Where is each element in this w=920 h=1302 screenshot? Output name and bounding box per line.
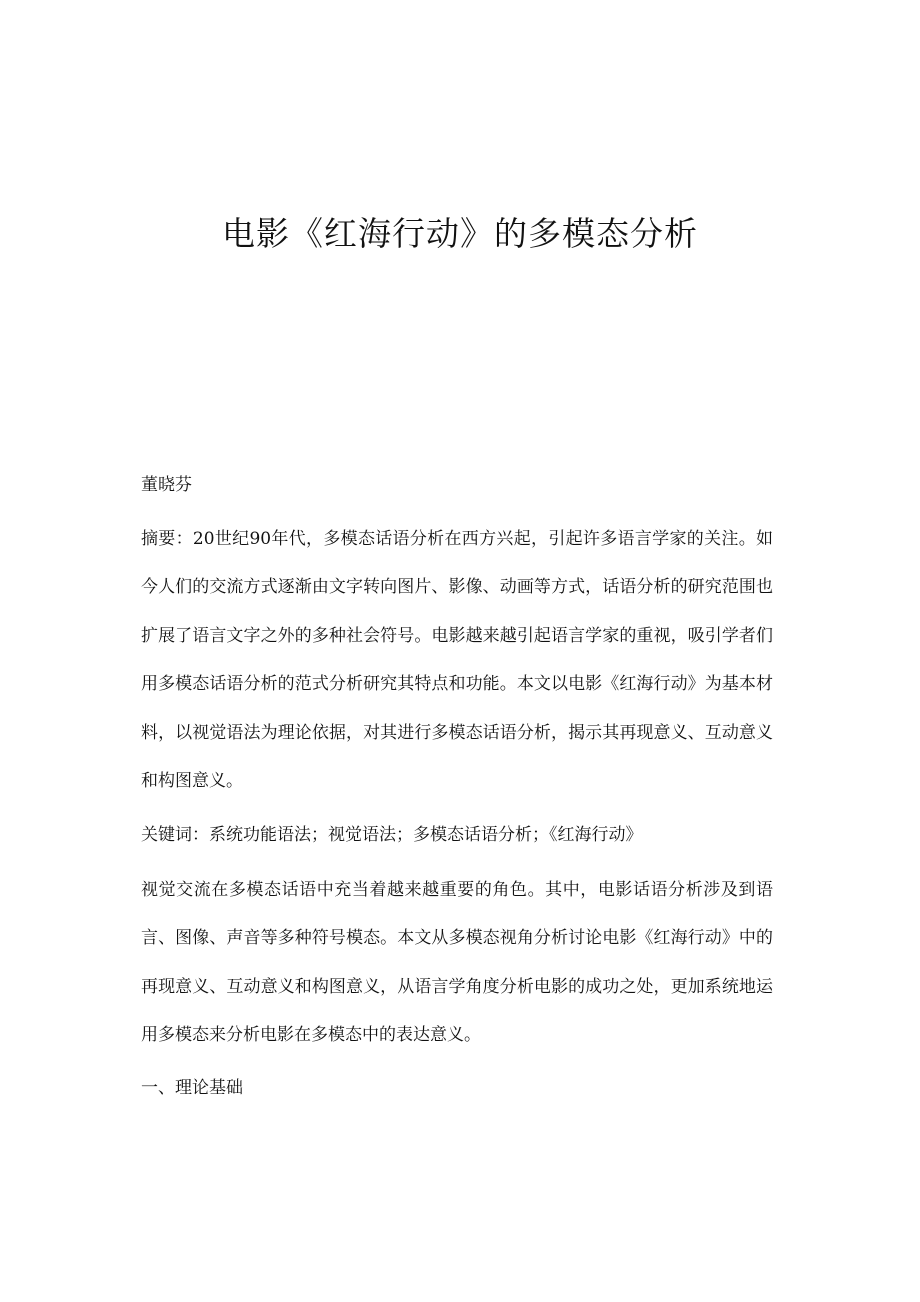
abstract-text: 20世纪90年代，多模态话语分析在西方兴起，引起许多语言学家的关注。如今人们的交流方式逐渐由文字转向图片、影像、动画等方式，话语分析的研究范围也扩展了语言文字之外的多种社会符号。电影越来越引起语言学家的重视，吸引学者们用多模态话语分析的范式分析研究其特点和功能。本文以电影《红海行动》为基本材料，以视觉语法为理论依据，对其进行多模态话语分析，揭示其再现意义、互动意义和构图意义。 (141, 529, 773, 792)
keywords-paragraph (141, 811, 773, 859)
abstract-label: 摘要： (141, 529, 193, 549)
intro-paragraph: 视觉交流在多模态话语中充当着越来越重要的角色。其中，电影话语分析涉及到语言、图像、声音等多种符号模态。本文从多模态视角分析讨论电影《红海行动》中的再现意义、互动意义和构图意义，从语言学角度分析电影的成功之处，更加系统地运用多模态来分析电影在多模态中的表达意义。 (141, 880, 773, 1046)
keywords-text: 系统功能语法；视觉语法；多模态话语分析；《红海行动》 (209, 825, 643, 845)
author-name: 董晓芬 (141, 475, 192, 495)
document-title: 电影《红海行动》的多模态分析 (222, 214, 698, 253)
section-heading: 一、理论基础 (141, 1078, 243, 1098)
abstract-paragraph (141, 515, 773, 805)
keywords-label: 关键词： (141, 825, 209, 845)
